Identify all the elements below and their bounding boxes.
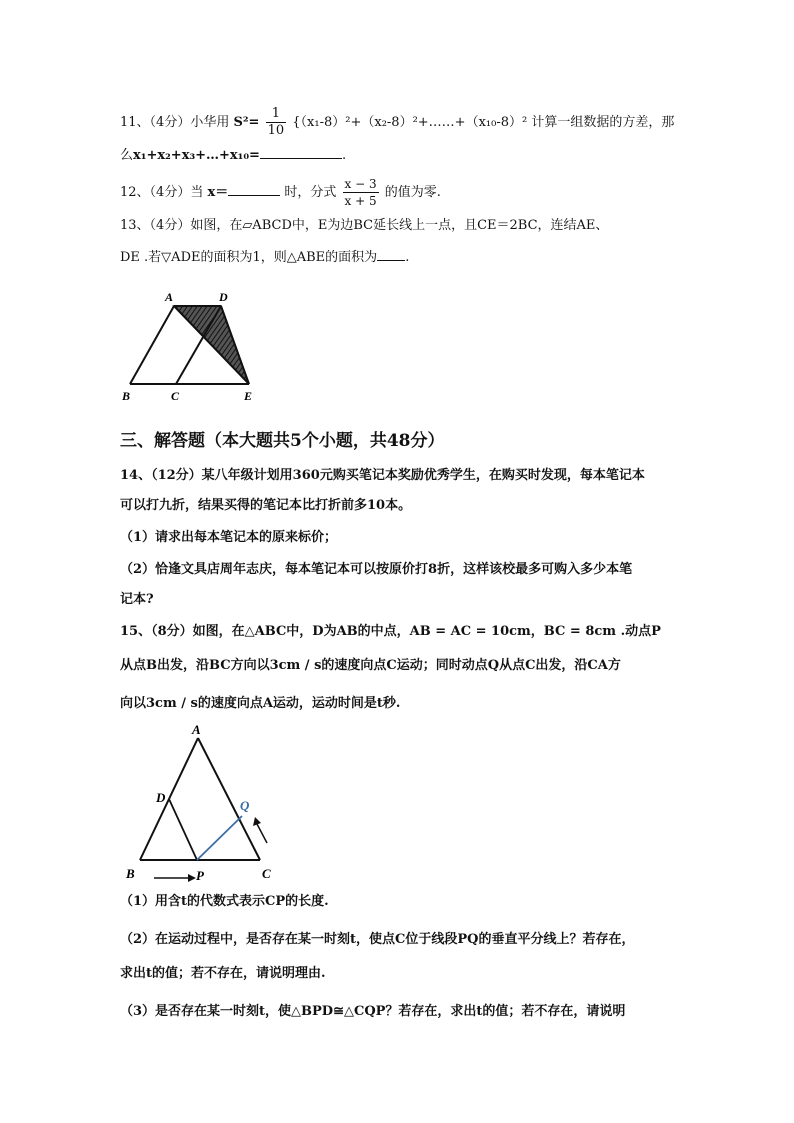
q12-answer-blank[interactable] (228, 181, 280, 196)
q14-part2-line1: （2）恰逢文具店周年志庆，每本笔记本可以按原价打8折，这样该校最多可购入多少本笔 (120, 562, 633, 577)
q12-mid: 时，分式 (284, 185, 337, 200)
q15-label-q: Q (240, 798, 250, 813)
q15-line1: 15、（8分）如图，在△ABC中，D为AB的中点，AB = AC = 10cm，BC = 8cm .动点P (120, 624, 661, 639)
q12-fraction (343, 176, 379, 209)
q12-frac-num: x − 3 (344, 177, 377, 191)
q13-label-e: E (244, 389, 253, 403)
q11-line2-a: 么 (120, 148, 134, 163)
q15-figure (118, 720, 288, 885)
q12-head: 12、（4分）当 (120, 185, 204, 200)
q14-part1: （1）请求出每本笔记本的原来标价； (120, 530, 338, 545)
q13-label-b: B (122, 389, 131, 403)
q14-part2-line2: 记本? (120, 592, 154, 607)
q15-part1: （1）用含t的代数式表示CP的长度. (120, 894, 329, 909)
q15-part2-line2: 求出t的值；若不存在，请说明理由. (120, 966, 326, 981)
q15-arrowhead-bp (188, 874, 196, 882)
q15-label-p: P (196, 868, 204, 883)
q13-label-c: C (171, 389, 180, 403)
q12-tail: 的值为零. (384, 185, 441, 200)
q12-x-eq: x＝ (207, 185, 229, 200)
q12-line (120, 176, 441, 209)
section-3-heading: 三、解答题（本大题共5个小题，共48分） (120, 431, 445, 451)
q13-line1: 13、（4分）如图，在▱ABCD中，E为边BC延长线上一点，且CE＝2BC，连结AE、 (120, 218, 609, 233)
q11-line2 (120, 144, 346, 166)
q15-arrow-cq (257, 824, 267, 843)
q15-label-a: A (192, 722, 201, 737)
q11-tail: 计算一组数据的方差，那 (531, 115, 675, 130)
q15-segment-dp (169, 799, 197, 860)
q13-figure (118, 286, 268, 406)
q13-segment-ab (130, 306, 174, 384)
q11-line1 (120, 106, 674, 139)
q15-label-c: C (262, 866, 271, 881)
q13-line2-text: DE .若▽ADE的面积为1，则△ABE的面积为 (120, 250, 378, 265)
q15-segment-pq (197, 816, 242, 860)
q13-answer-blank[interactable] (377, 246, 405, 261)
q11-sum: x₁+x₂+x₃+…+x₁₀= (133, 148, 260, 163)
q15-line3: 向以3cm / s的速度向点A运动，运动时间是t秒. (120, 696, 401, 711)
q15-line2: 从点B出发，沿BC方向以3cm / s的速度向点C运动；同时动点Q从点C出发，沿CA方 (120, 658, 621, 673)
q12-frac-den: x + 5 (344, 194, 377, 208)
q14-line2: 可以打九折，结果买得的笔记本比打折前多10本。 (120, 498, 412, 513)
q13-end: . (405, 250, 410, 265)
q15-part2-line1: （2）在运动过程中，是否存在某一时刻t，使点C位于线段PQ的垂直平分线上？若存在， (120, 932, 635, 947)
q11-fraction (266, 106, 287, 139)
q11-head: 11、（4分）小华用 (120, 115, 230, 130)
q15-label-d: D (156, 790, 166, 805)
q11-frac-den: 10 (267, 123, 285, 138)
q13-label-a: A (165, 290, 174, 304)
q13-line2 (120, 246, 409, 268)
q13-label-d: D (219, 290, 228, 304)
q15-label-b: B (126, 866, 135, 881)
q11-formula: {（x₁-8）²+（x₂-8）²+……+（x₁₀-8）² (292, 115, 528, 130)
q11-answer-blank[interactable] (260, 144, 342, 159)
q14-line1: 14、（12分）某八年级计划用360元购买笔记本奖励优秀学生，在购买时发现，每本笔记本 (120, 468, 645, 483)
q15-side-ac (198, 738, 260, 860)
q11-s2: S²= (233, 115, 260, 130)
q11-frac-num: 1 (266, 106, 287, 123)
q11-line2-end: . (341, 148, 347, 163)
q15-part3: （3）是否存在某一时刻t，使△BPD≅△CQP？若存在，求出t的值；若不存在，请说明 (120, 1004, 626, 1019)
